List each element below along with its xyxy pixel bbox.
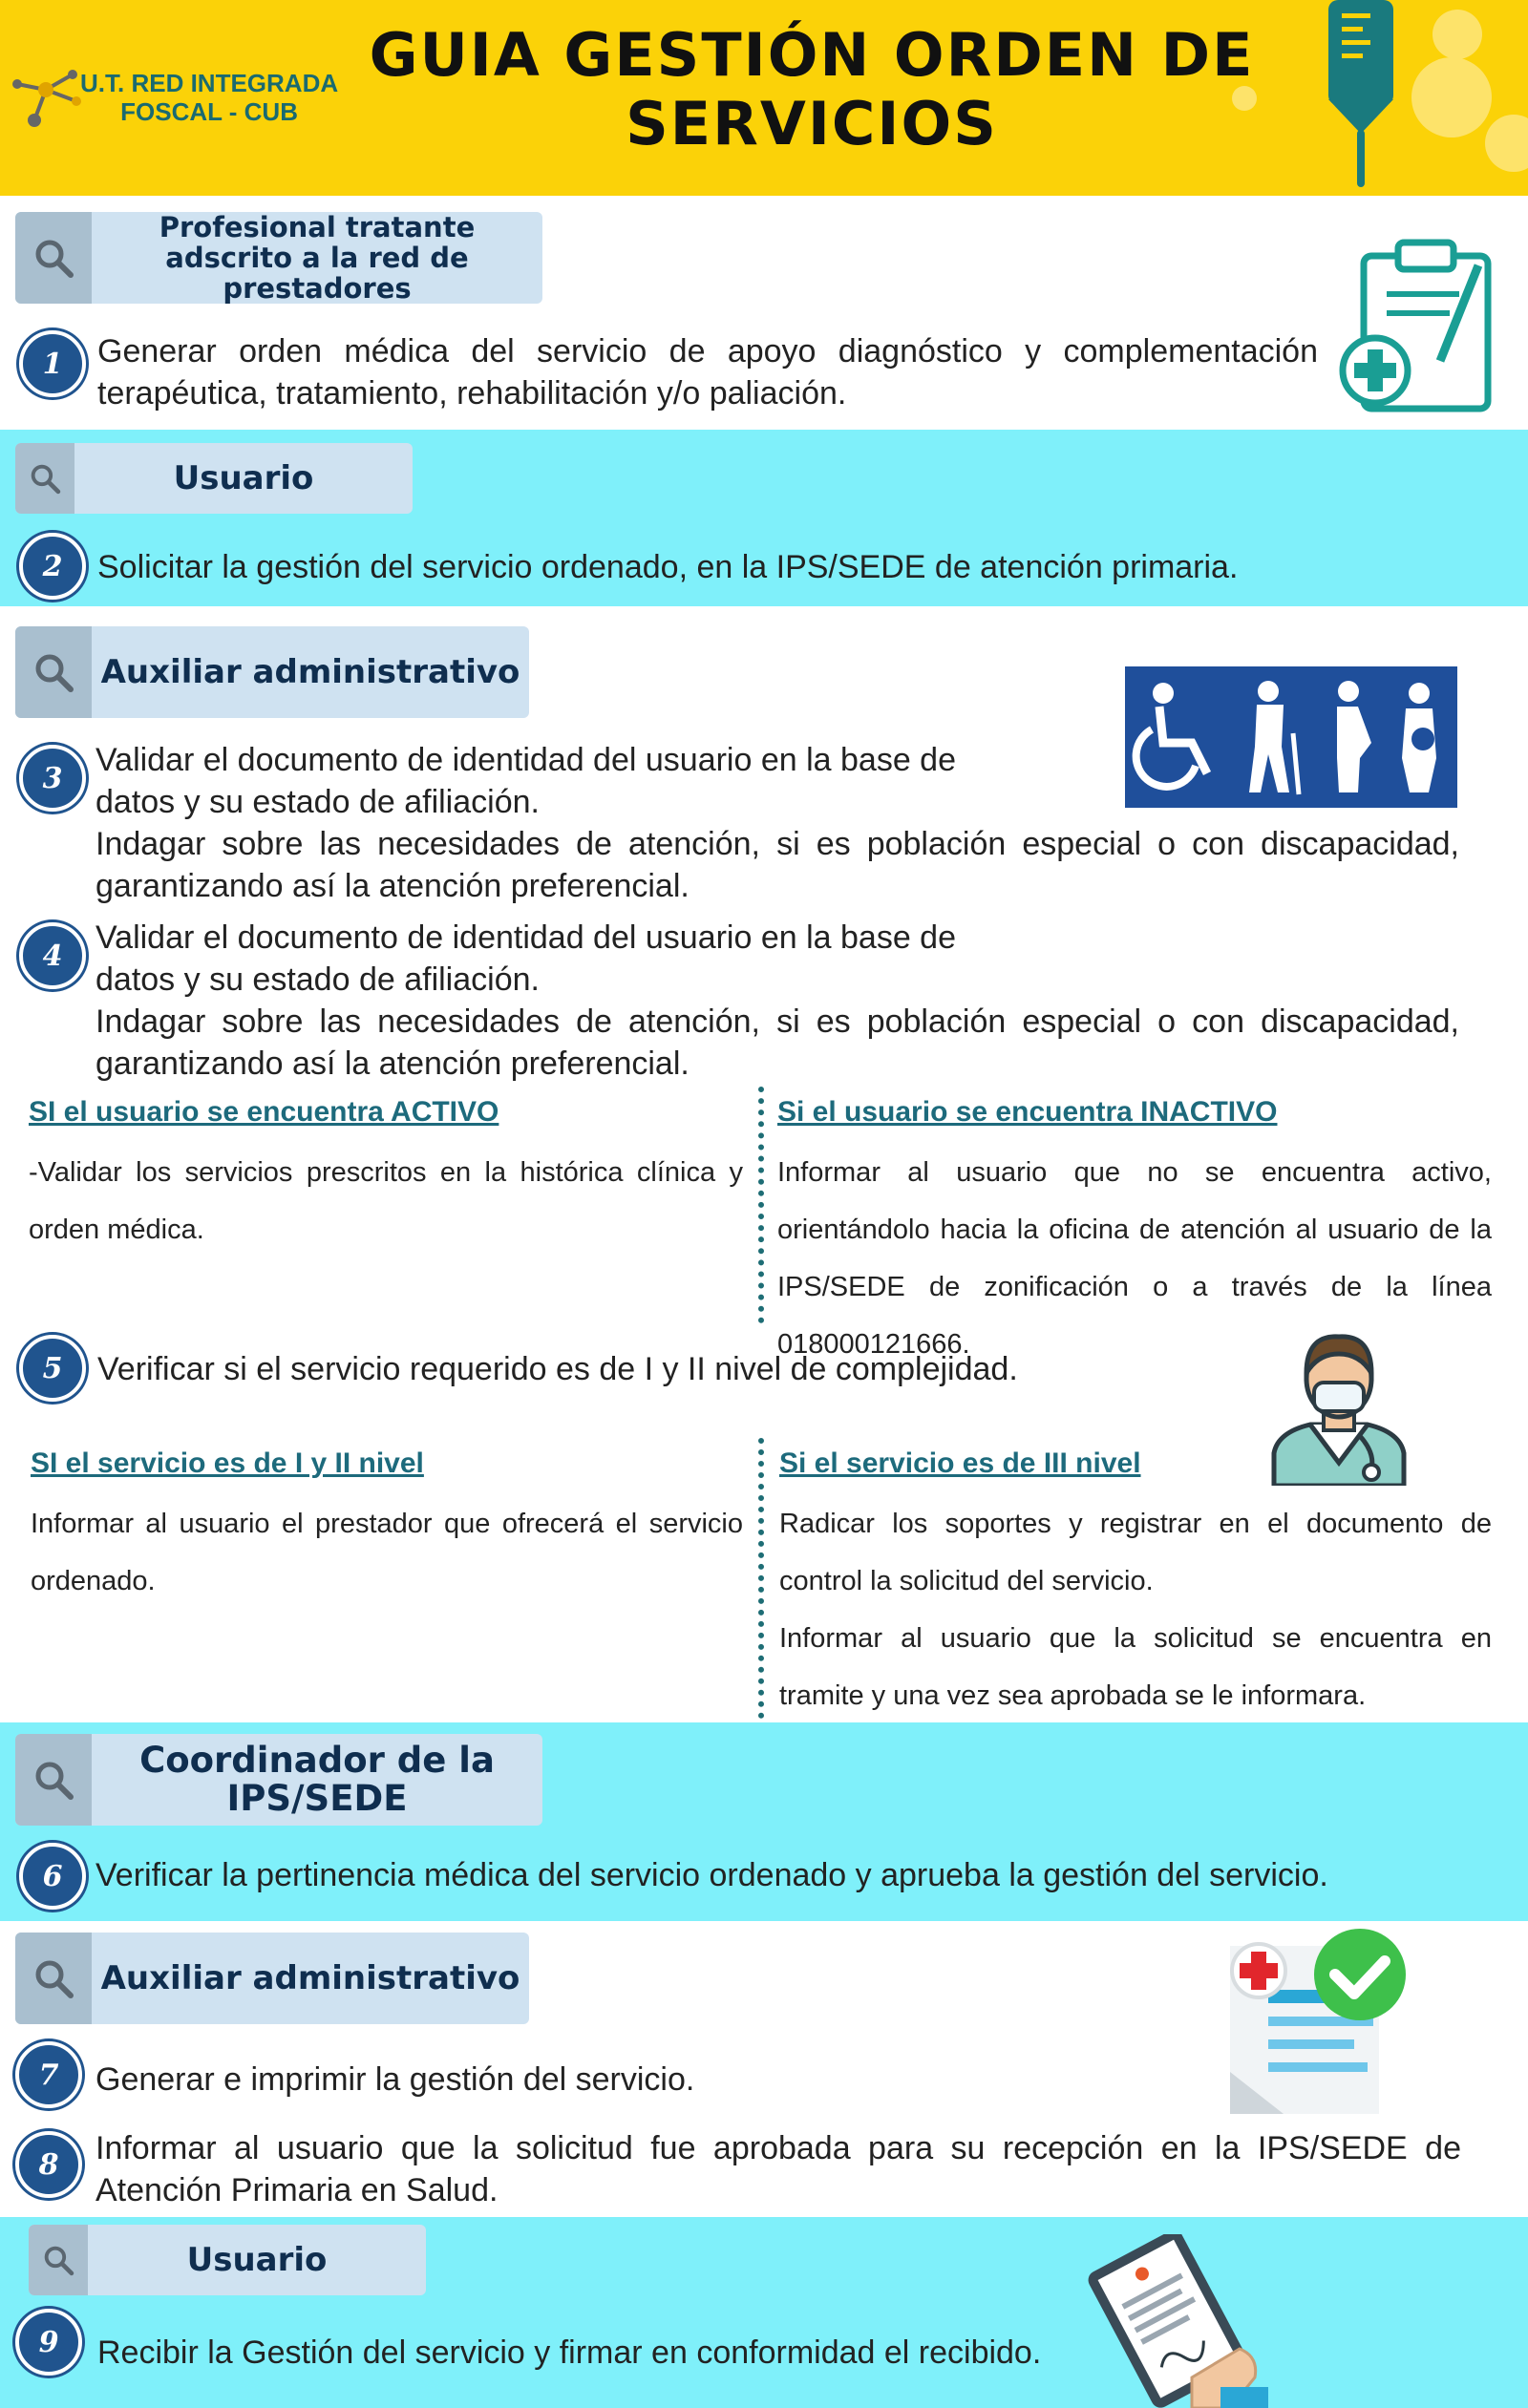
step-line: Validar el documento de identidad del usuario en la base de	[96, 742, 956, 778]
medical-clipboard-icon	[1335, 237, 1507, 418]
role-profesional	[15, 212, 542, 304]
step-text: Verificar la pertinencia médica del servicio ordenado y aprueba la gestión del servicio.	[96, 1857, 1328, 1893]
page-title: GUIA GESTIÓN ORDEN DE SERVICIOS	[369, 20, 1255, 158]
step-text: Verificar si el servicio requerido es de I y II nivel de complejidad.	[97, 1351, 1018, 1387]
role-label: Profesional tratante adscrito a la red de prestadores	[159, 212, 476, 304]
logo-line-2: FOSCAL - CUB	[120, 97, 298, 126]
branch-active-text: -Validar los servicios prescritos en la histórica clínica y orden médica.	[29, 1157, 743, 1245]
step-line: Indagar sobre las necesidades de atención, si es población especial o con discapacidad, garantizando así la atención preferencial.	[96, 1003, 1459, 1082]
approved-document-icon	[1220, 1929, 1411, 2116]
step-line: datos y su estado de afiliación.	[96, 961, 540, 998]
step-text	[96, 739, 1459, 907]
step-number: 3	[19, 745, 86, 812]
branch-inactive-heading: Si el usuario se encuentra INACTIVO	[777, 1096, 1278, 1128]
decor-bubble	[1432, 10, 1482, 59]
step-number: 8	[15, 2131, 82, 2198]
logo-text	[80, 69, 338, 126]
step-text: Generar e imprimir la gestión del servicio.	[96, 2061, 695, 2098]
branch-inactive-text: Informar al usuario que no se encuentra activo, orientándolo hacia la oficina de atención al usuario de la IPS/SEDE de zonificación o a través de la línea 018000121666.	[777, 1157, 1492, 1360]
doctor-icon	[1268, 1329, 1410, 1486]
search-icon	[15, 1734, 92, 1826]
role-label: Auxiliar administrativo	[100, 1959, 520, 1997]
divider	[758, 1087, 764, 1323]
role-auxiliar	[15, 1933, 529, 2024]
step-number: 5	[19, 1335, 86, 1402]
step-line: Validar el documento de identidad del usuario en la base de	[96, 919, 956, 956]
divider	[758, 1438, 764, 1719]
role-usuario	[15, 443, 413, 514]
signing-tablet-icon	[1077, 2234, 1268, 2408]
step-number: 1	[19, 330, 86, 397]
step-number: 6	[19, 1843, 86, 1910]
role-label: Usuario	[173, 459, 314, 497]
header	[0, 0, 1528, 196]
branch-level3-line: Radicar los soportes y registrar en el documento de control la solicitud del servicio.	[779, 1509, 1492, 1596]
branch-active-heading: SI el usuario se encuentra ACTIVO	[29, 1096, 499, 1128]
step-text: Generar orden médica del servicio de apoyo diagnóstico y complementación terapéutica, tratamiento, rehabilitación y/o paliación.	[97, 333, 1318, 412]
decor-bubble	[1485, 115, 1528, 172]
search-icon	[15, 626, 92, 718]
step-number: 7	[15, 2041, 82, 2108]
role-label: Usuario	[186, 2241, 328, 2279]
search-icon	[15, 1933, 92, 2024]
role-label: Coordinador de la IPS/SEDE	[139, 1740, 495, 1819]
step-number: 2	[19, 533, 86, 600]
logo-line-1: U.T. RED INTEGRADA	[80, 69, 339, 97]
branch-level3-text	[779, 1495, 1492, 1724]
step-text	[96, 917, 1459, 1085]
role-label: Auxiliar administrativo	[100, 653, 520, 691]
branch-level3-line: Informar al usuario que la solicitud se encuentra en tramite y una vez sea aprobada se le informara.	[779, 1623, 1492, 1711]
step-text: Recibir la Gestión del servicio y firmar en conformidad el recibido.	[97, 2334, 1042, 2371]
step-number: 4	[19, 922, 86, 989]
step-text: Informar al usuario que la solicitud fue aprobada para su recepción en la IPS/SEDE de Atención Primaria en Salud.	[96, 2130, 1461, 2208]
logo	[8, 61, 342, 137]
step-text: Solicitar la gestión del servicio ordenado, en la IPS/SEDE de atención primaria.	[97, 549, 1239, 585]
branch-level12-text: Informar al usuario el prestador que ofrecerá el servicio ordenado.	[31, 1509, 743, 1596]
network-logo-icon	[8, 63, 84, 130]
role-coordinador	[15, 1734, 542, 1826]
search-icon	[29, 2225, 88, 2295]
role-auxiliar	[15, 626, 529, 718]
role-usuario	[29, 2225, 426, 2295]
search-icon	[15, 212, 92, 304]
search-icon	[15, 443, 74, 514]
branch-level12-heading: SI el servicio es de I y II nivel	[31, 1447, 424, 1479]
iv-drip-icon	[1323, 0, 1399, 191]
step-line: Indagar sobre las necesidades de atención, si es población especial o con discapacidad, garantizando así la atención preferencial.	[96, 826, 1459, 904]
step-number: 9	[15, 2309, 82, 2376]
branch-level3-heading: Si el servicio es de III nivel	[779, 1447, 1141, 1479]
decor-bubble	[1411, 57, 1492, 137]
step-line: datos y su estado de afiliación.	[96, 784, 540, 820]
